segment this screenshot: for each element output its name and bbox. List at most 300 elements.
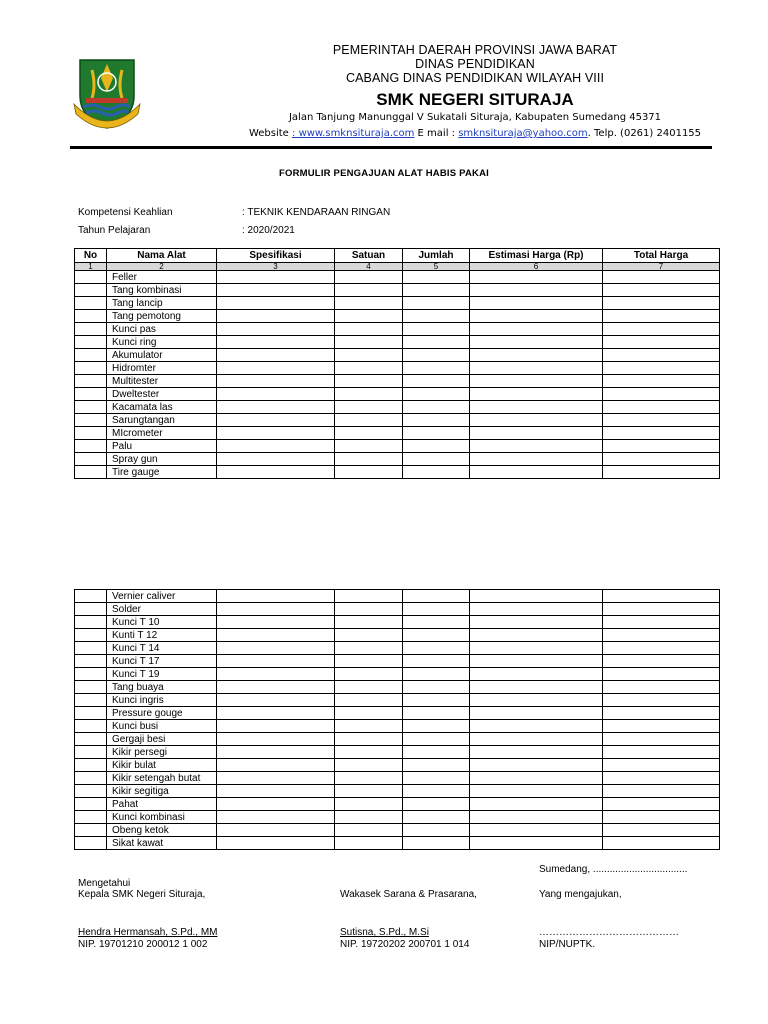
cell-specification — [217, 414, 335, 427]
cell-total-price — [603, 668, 720, 681]
cell-specification — [217, 720, 335, 733]
cell-no — [75, 414, 107, 427]
cell-no — [75, 733, 107, 746]
table-row — [75, 837, 720, 850]
cell-total-price — [603, 590, 720, 603]
competency-label: Kompetensi Keahlian — [78, 207, 173, 218]
cell-quantity — [403, 310, 470, 323]
header-quantity: Jumlah — [403, 249, 470, 263]
cell-quantity — [403, 362, 470, 375]
cell-item-name: Palu — [107, 440, 217, 453]
cell-item-name: Spray gun — [107, 453, 217, 466]
cell-quantity — [403, 707, 470, 720]
cell-specification — [217, 284, 335, 297]
column-number: 6 — [470, 263, 603, 271]
table-row — [75, 811, 720, 824]
table-row — [75, 375, 720, 388]
cell-estimated-price — [470, 401, 603, 414]
cell-total-price — [603, 811, 720, 824]
cell-specification — [217, 694, 335, 707]
cell-total-price — [603, 629, 720, 642]
cell-specification — [217, 668, 335, 681]
cell-no — [75, 271, 107, 284]
cell-no — [75, 798, 107, 811]
office-name: DINAS PENDIDIKAN — [415, 57, 535, 71]
cell-item-name: Kunci T 17 — [107, 655, 217, 668]
cell-total-price — [603, 837, 720, 850]
cell-quantity — [403, 811, 470, 824]
cell-quantity — [403, 798, 470, 811]
column-number: 3 — [217, 263, 335, 271]
cell-quantity — [403, 772, 470, 785]
cell-estimated-price — [470, 590, 603, 603]
cell-total-price — [603, 271, 720, 284]
school-year-label: Tahun Pelajaran — [78, 225, 151, 236]
cell-quantity — [403, 824, 470, 837]
cell-quantity — [403, 603, 470, 616]
cell-total-price — [603, 707, 720, 720]
cell-item-name: Pahat — [107, 798, 217, 811]
cell-no — [75, 681, 107, 694]
cell-specification — [217, 323, 335, 336]
cell-specification — [217, 590, 335, 603]
cell-total-price — [603, 785, 720, 798]
vice-principal-nip: NIP. 19720202 200701 1 014 — [340, 939, 470, 950]
cell-unit — [335, 466, 403, 479]
cell-total-price — [603, 388, 720, 401]
cell-total-price — [603, 427, 720, 440]
branch-name: CABANG DINAS PENDIDIKAN WILAYAH VIII — [345, 71, 605, 85]
cell-quantity — [403, 349, 470, 362]
table-row — [75, 694, 720, 707]
cell-quantity — [403, 720, 470, 733]
table-row — [75, 466, 720, 479]
cell-estimated-price — [470, 375, 603, 388]
cell-item-name: Tang pemotong — [107, 310, 217, 323]
cell-estimated-price — [470, 837, 603, 850]
table-row — [75, 414, 720, 427]
cell-no — [75, 707, 107, 720]
cell-unit — [335, 733, 403, 746]
cell-total-price — [603, 323, 720, 336]
cell-item-name: Vernier caliver — [107, 590, 217, 603]
cell-specification — [217, 616, 335, 629]
principal-name: Hendra Hermansah, S.Pd., MM — [78, 927, 218, 938]
cell-item-name: Pressure gouge — [107, 707, 217, 720]
cell-item-name: Gergaji besi — [107, 733, 217, 746]
items-table-part-1 — [74, 248, 720, 479]
cell-no — [75, 616, 107, 629]
header-specification: Spesifikasi — [217, 249, 335, 263]
cell-no — [75, 824, 107, 837]
cell-item-name: Kunci T 19 — [107, 668, 217, 681]
header-unit: Satuan — [335, 249, 403, 263]
website-label: Website — [248, 128, 293, 139]
table-row — [75, 759, 720, 772]
cell-total-price — [603, 681, 720, 694]
cell-unit — [335, 414, 403, 427]
cell-no — [75, 336, 107, 349]
government-name: PEMERINTAH DAERAH PROVINSI JAWA BARAT — [332, 43, 618, 57]
column-number: 2 — [107, 263, 217, 271]
table-row — [75, 720, 720, 733]
cell-item-name: Tang kombinasi — [107, 284, 217, 297]
cell-specification — [217, 642, 335, 655]
cell-no — [75, 362, 107, 375]
cell-estimated-price — [470, 440, 603, 453]
vice-principal-title: Wakasek Sarana & Prasarana, — [340, 889, 477, 900]
cell-specification — [217, 466, 335, 479]
cell-item-name: Kikir persegi — [107, 746, 217, 759]
cell-quantity — [403, 759, 470, 772]
table-row — [75, 616, 720, 629]
cell-item-name: Tang buaya — [107, 681, 217, 694]
cell-estimated-price — [470, 707, 603, 720]
cell-no — [75, 284, 107, 297]
cell-total-price — [603, 375, 720, 388]
cell-total-price — [603, 401, 720, 414]
table-row — [75, 271, 720, 284]
province-emblem-logo — [72, 52, 142, 130]
cell-quantity — [403, 655, 470, 668]
cell-estimated-price — [470, 798, 603, 811]
column-number: 7 — [603, 263, 720, 271]
cell-total-price — [603, 655, 720, 668]
cell-item-name: Kacamata las — [107, 401, 217, 414]
cell-item-name: Tang lancip — [107, 297, 217, 310]
cell-no — [75, 375, 107, 388]
cell-total-price — [603, 284, 720, 297]
cell-quantity — [403, 668, 470, 681]
cell-total-price — [603, 362, 720, 375]
cell-item-name: Kikir bulat — [107, 759, 217, 772]
cell-unit — [335, 759, 403, 772]
cell-quantity — [403, 440, 470, 453]
applicant-title: Yang mengajukan, — [539, 889, 622, 900]
table-row — [75, 772, 720, 785]
cell-unit — [335, 310, 403, 323]
cell-item-name: Dweltester — [107, 388, 217, 401]
cell-quantity — [403, 616, 470, 629]
cell-unit — [335, 590, 403, 603]
cell-unit — [335, 694, 403, 707]
cell-no — [75, 785, 107, 798]
cell-no — [75, 629, 107, 642]
cell-specification — [217, 733, 335, 746]
cell-estimated-price — [470, 323, 603, 336]
cell-item-name: Hidromter — [107, 362, 217, 375]
cell-item-name: Kunci ingris — [107, 694, 217, 707]
cell-no — [75, 427, 107, 440]
cell-unit — [335, 349, 403, 362]
cell-total-price — [603, 466, 720, 479]
cell-unit — [335, 798, 403, 811]
table-row — [75, 707, 720, 720]
column-number: 4 — [335, 263, 403, 271]
header-item-name: Nama Alat — [107, 249, 217, 263]
table-row — [75, 453, 720, 466]
cell-quantity — [403, 453, 470, 466]
cell-quantity — [403, 271, 470, 284]
cell-quantity — [403, 837, 470, 850]
cell-item-name: Kunci T 14 — [107, 642, 217, 655]
cell-item-name: Kunci kombinasi — [107, 811, 217, 824]
cell-unit — [335, 284, 403, 297]
cell-unit — [335, 720, 403, 733]
cell-quantity — [403, 336, 470, 349]
cell-specification — [217, 824, 335, 837]
cell-item-name: Kunti T 12 — [107, 629, 217, 642]
cell-item-name: Kunci busi — [107, 720, 217, 733]
cell-unit — [335, 453, 403, 466]
cell-quantity — [403, 681, 470, 694]
cell-specification — [217, 772, 335, 785]
cell-total-price — [603, 694, 720, 707]
cell-estimated-price — [470, 453, 603, 466]
cell-estimated-price — [470, 759, 603, 772]
cell-no — [75, 453, 107, 466]
cell-unit — [335, 362, 403, 375]
cell-specification — [217, 707, 335, 720]
cell-unit — [335, 811, 403, 824]
cell-total-price — [603, 414, 720, 427]
table-row — [75, 785, 720, 798]
table-row — [75, 798, 720, 811]
header-no: No — [75, 249, 107, 263]
table-row — [75, 733, 720, 746]
cell-unit — [335, 323, 403, 336]
cell-no — [75, 603, 107, 616]
cell-quantity — [403, 427, 470, 440]
cell-specification — [217, 297, 335, 310]
table-row — [75, 362, 720, 375]
cell-unit — [335, 707, 403, 720]
cell-specification — [217, 811, 335, 824]
column-number: 5 — [403, 263, 470, 271]
cell-specification — [217, 785, 335, 798]
cell-item-name: Obeng ketok — [107, 824, 217, 837]
website-link[interactable]: : www.smknsituraja.com — [292, 128, 415, 139]
cell-estimated-price — [470, 603, 603, 616]
cell-total-price — [603, 440, 720, 453]
form-title: FORMULIR PENGAJUAN ALAT HABIS PAKAI — [278, 168, 490, 179]
table-row — [75, 642, 720, 655]
cell-no — [75, 466, 107, 479]
cell-no — [75, 694, 107, 707]
cell-quantity — [403, 642, 470, 655]
cell-quantity — [403, 297, 470, 310]
cell-estimated-price — [470, 746, 603, 759]
header-estimated-price: Estimasi Harga (Rp) — [470, 249, 603, 263]
cell-quantity — [403, 733, 470, 746]
cell-unit — [335, 401, 403, 414]
cell-estimated-price — [470, 694, 603, 707]
cell-no — [75, 759, 107, 772]
applicant-nip: NIP/NUPTK. — [539, 939, 596, 950]
cell-specification — [217, 837, 335, 850]
cell-no — [75, 811, 107, 824]
cell-quantity — [403, 284, 470, 297]
items-body-part-1 — [75, 271, 720, 479]
cell-specification — [217, 362, 335, 375]
cell-no — [75, 590, 107, 603]
cell-unit — [335, 824, 403, 837]
cell-quantity — [403, 590, 470, 603]
cell-no — [75, 642, 107, 655]
school-year-value: : 2020/2021 — [242, 225, 295, 236]
cell-unit — [335, 772, 403, 785]
items-table-part-2 — [74, 589, 720, 850]
email-link[interactable]: smknsituraja@yahoo.com — [458, 128, 588, 139]
cell-no — [75, 349, 107, 362]
cell-estimated-price — [470, 824, 603, 837]
cell-total-price — [603, 297, 720, 310]
cell-unit — [335, 297, 403, 310]
cell-total-price — [603, 759, 720, 772]
cell-total-price — [603, 453, 720, 466]
cell-no — [75, 837, 107, 850]
contact-line — [240, 127, 710, 140]
cell-unit — [335, 427, 403, 440]
table-row — [75, 681, 720, 694]
principal-nip: NIP. 19701210 200012 1 002 — [78, 939, 208, 950]
column-number: 1 — [75, 263, 107, 271]
cell-specification — [217, 759, 335, 772]
cell-quantity — [403, 629, 470, 642]
cell-specification — [217, 310, 335, 323]
header-total-price: Total Harga — [603, 249, 720, 263]
cell-item-name: Tire gauge — [107, 466, 217, 479]
cell-estimated-price — [470, 811, 603, 824]
cell-specification — [217, 603, 335, 616]
cell-no — [75, 655, 107, 668]
cell-unit — [335, 336, 403, 349]
cell-unit — [335, 388, 403, 401]
cell-no — [75, 323, 107, 336]
items-body-part-2 — [75, 590, 720, 850]
cell-no — [75, 720, 107, 733]
cell-estimated-price — [470, 642, 603, 655]
cell-unit — [335, 603, 403, 616]
cell-no — [75, 668, 107, 681]
cell-specification — [217, 798, 335, 811]
cell-estimated-price — [470, 414, 603, 427]
table-row — [75, 590, 720, 603]
cell-quantity — [403, 746, 470, 759]
cell-no — [75, 310, 107, 323]
table-row — [75, 746, 720, 759]
cell-item-name: Solder — [107, 603, 217, 616]
cell-estimated-price — [470, 388, 603, 401]
cell-total-price — [603, 336, 720, 349]
table-row — [75, 310, 720, 323]
cell-estimated-price — [470, 772, 603, 785]
cell-total-price — [603, 603, 720, 616]
cell-unit — [335, 375, 403, 388]
cell-specification — [217, 746, 335, 759]
cell-estimated-price — [470, 733, 603, 746]
cell-total-price — [603, 310, 720, 323]
cell-estimated-price — [470, 785, 603, 798]
cell-estimated-price — [470, 427, 603, 440]
cell-item-name: Sarungtangan — [107, 414, 217, 427]
cell-unit — [335, 785, 403, 798]
table-row — [75, 388, 720, 401]
cell-unit — [335, 668, 403, 681]
cell-item-name: Sikat kawat — [107, 837, 217, 850]
cell-specification — [217, 453, 335, 466]
table-header-row — [75, 249, 720, 263]
cell-specification — [217, 629, 335, 642]
cell-item-name: MIcrometer — [107, 427, 217, 440]
cell-estimated-price — [470, 629, 603, 642]
table-row — [75, 603, 720, 616]
cell-no — [75, 297, 107, 310]
cell-item-name: Feller — [107, 271, 217, 284]
cell-item-name: Akumulator — [107, 349, 217, 362]
cell-total-price — [603, 349, 720, 362]
cell-specification — [217, 388, 335, 401]
table-row — [75, 440, 720, 453]
cell-specification — [217, 375, 335, 388]
header-divider — [70, 146, 712, 149]
cell-quantity — [403, 375, 470, 388]
cell-quantity — [403, 323, 470, 336]
table-row — [75, 323, 720, 336]
cell-unit — [335, 616, 403, 629]
cell-specification — [217, 681, 335, 694]
table-row — [75, 297, 720, 310]
cell-unit — [335, 642, 403, 655]
table-row — [75, 668, 720, 681]
cell-no — [75, 746, 107, 759]
cell-item-name: Kunci pas — [107, 323, 217, 336]
cell-specification — [217, 271, 335, 284]
table-row — [75, 427, 720, 440]
place-date: Sumedang, .................................. — [539, 864, 688, 875]
cell-total-price — [603, 720, 720, 733]
cell-no — [75, 440, 107, 453]
table-row — [75, 284, 720, 297]
cell-item-name: Kunci T 10 — [107, 616, 217, 629]
applicant-name-blank: …………………………………… — [539, 927, 679, 938]
cell-unit — [335, 271, 403, 284]
cell-total-price — [603, 824, 720, 837]
cell-estimated-price — [470, 362, 603, 375]
cell-unit — [335, 655, 403, 668]
cell-no — [75, 401, 107, 414]
cell-no — [75, 388, 107, 401]
cell-item-name: Kunci ring — [107, 336, 217, 349]
table-row — [75, 824, 720, 837]
cell-estimated-price — [470, 271, 603, 284]
cell-estimated-price — [470, 668, 603, 681]
email-label: E mail : — [414, 128, 459, 139]
cell-quantity — [403, 388, 470, 401]
cell-specification — [217, 440, 335, 453]
cell-item-name: Kikir setengah butat — [107, 772, 217, 785]
cell-unit — [335, 746, 403, 759]
cell-no — [75, 772, 107, 785]
cell-quantity — [403, 785, 470, 798]
cell-estimated-price — [470, 616, 603, 629]
school-name: SMK NEGERI SITURAJA — [376, 90, 574, 109]
table-row — [75, 655, 720, 668]
cell-unit — [335, 681, 403, 694]
cell-estimated-price — [470, 310, 603, 323]
cell-estimated-price — [470, 720, 603, 733]
cell-estimated-price — [470, 284, 603, 297]
